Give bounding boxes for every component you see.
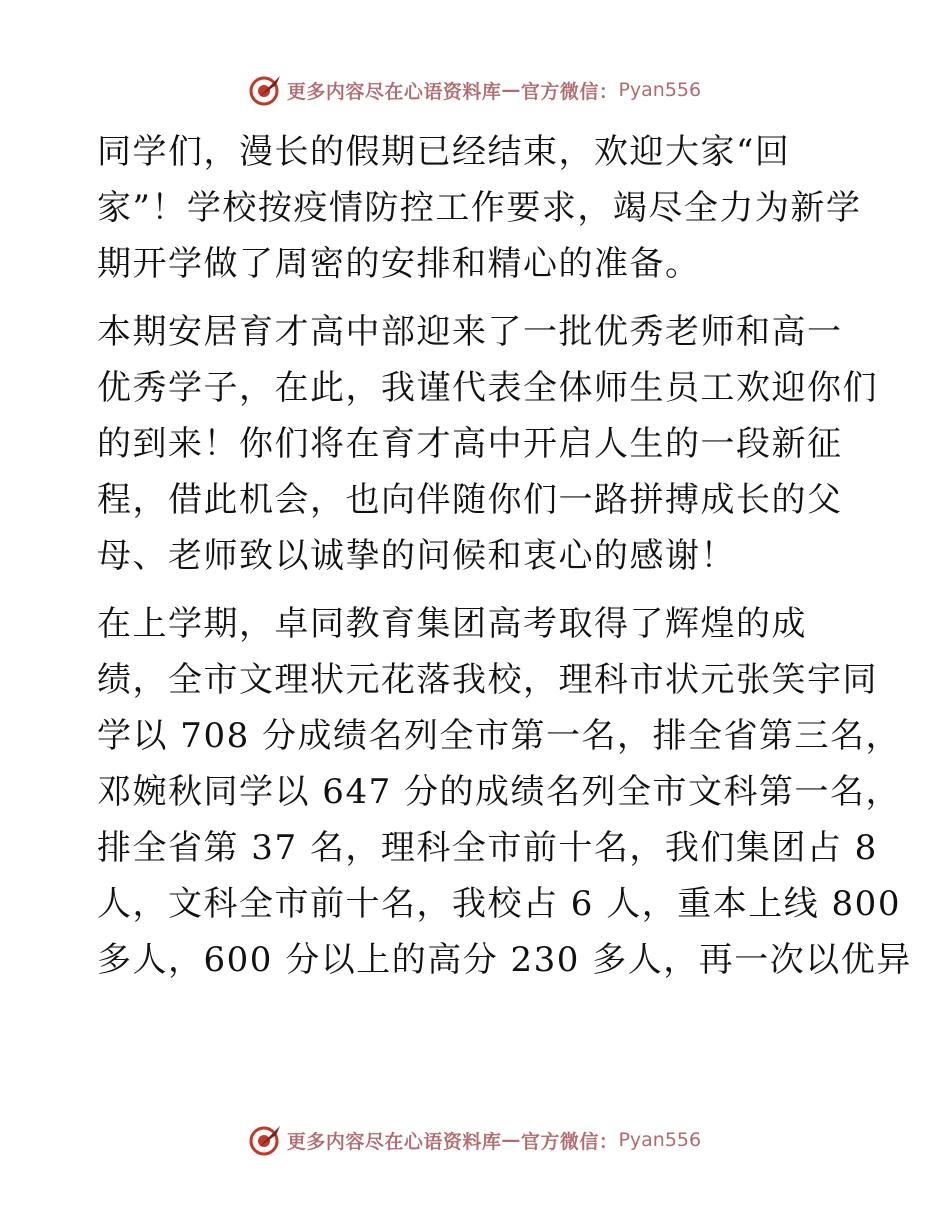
footer-dash: — [501, 1129, 521, 1151]
text-line: 优秀学子，在此，我谨代表全体师生员工欢迎你们 [97, 368, 878, 408]
text-line: 排全省第 37 名，理科全市前十名，我们集团占 8 [97, 828, 878, 868]
text-line: 学以 708 分成绩名列全市第一名，排全省第三名， [97, 716, 902, 756]
footer-text: 更多内容尽在心语资料库 [286, 1130, 502, 1153]
paragraph-3 [97, 596, 912, 988]
quill-logo-icon [249, 1123, 283, 1157]
paragraph-2 [97, 304, 878, 584]
header-text: 更多内容尽在心语资料库 [286, 80, 502, 103]
header-wechat-id: Pyan556 [618, 79, 702, 101]
text-line: 家”！学校按疫情防控工作要求，竭尽全力为新学 [97, 188, 862, 228]
text-line: 的到来！你们将在育才高中开启人生的一段新征 [97, 424, 843, 464]
text-line: 程，借此机会，也向伴随你们一路拼搏成长的父 [97, 480, 843, 520]
text-line: 邓婉秋同学以 647 分的成绩名列全市文科第一名， [97, 772, 902, 812]
footer-wechat-id: Pyan556 [618, 1129, 702, 1151]
text-line: 同学们，漫长的假期已经结束，欢迎大家“回 [97, 132, 791, 172]
text-line: 在上学期，卓同教育集团高考取得了辉煌的成 [97, 604, 807, 644]
header-banner [0, 70, 950, 110]
text-line: 绩，全市文理状元花落我校，理科市状元张笑宇同 [97, 660, 878, 700]
header-dash: — [501, 79, 521, 101]
header-wechat-label: 官方微信： [520, 80, 619, 103]
footer-wechat-label: 官方微信： [520, 1130, 619, 1153]
text-line: 本期安居育才高中部迎来了一批优秀老师和高一 [97, 312, 843, 352]
text-line: 多人，600 分以上的高分 230 多人，再一次以优异 [97, 940, 912, 980]
text-line: 人，文科全市前十名，我校占 6 人，重本上线 800 [97, 884, 901, 924]
text-line: 母、老师致以诚挚的问候和衷心的感谢！ [97, 536, 736, 576]
paragraph-1 [97, 124, 862, 292]
footer-banner [0, 1120, 950, 1160]
text-line: 期开学做了周密的安排和精心的准备。 [97, 244, 701, 284]
document-body [97, 124, 912, 1000]
quill-logo-icon [249, 73, 283, 107]
